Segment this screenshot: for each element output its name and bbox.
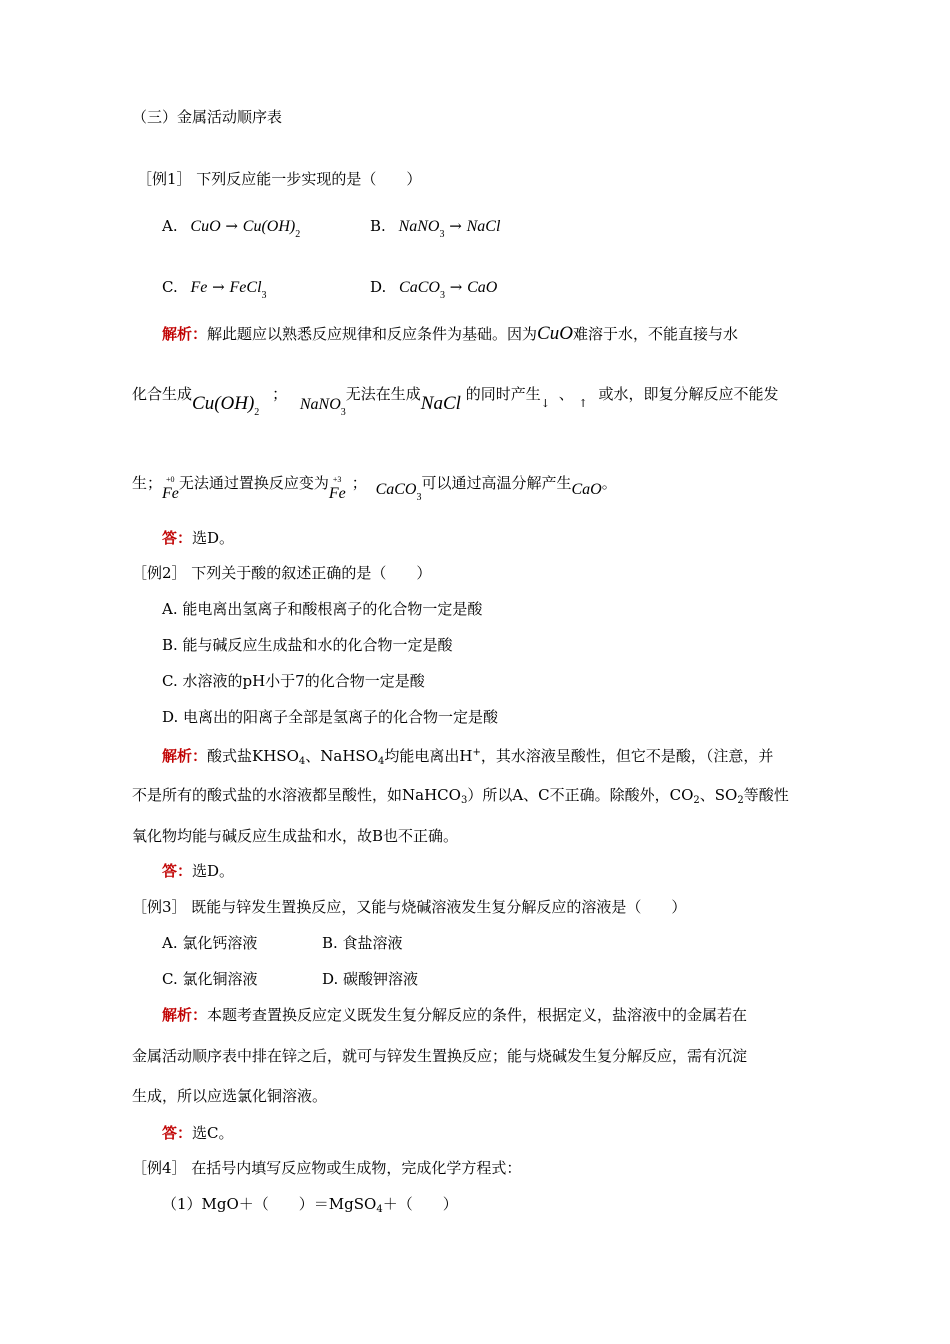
ex1-option-d: D. CaCO$_3$ → CaO	[370, 278, 498, 301]
section-title: （三）金属活动顺序表	[132, 108, 283, 126]
ex2-analysis-line1: 解析：酸式盐$KHSO_4$、NaHSO$_4$均能电离出H+，其水溶液呈酸性，但它不是酸，（注意，并	[162, 747, 774, 767]
ex3-option-d: D. 碳酸钾溶液	[322, 970, 419, 988]
analysis-label: 解析：	[162, 325, 208, 343]
ex4-question: ［例4］ 在括号内填写反应物或生成物，完成化学方程式：	[132, 1159, 522, 1177]
ex1-option-b: B. NaNO$_3$ → NaCl	[370, 217, 501, 240]
ex2-option-a: A. 能电离出氢离子和酸根离子的化合物一定是酸	[162, 600, 483, 618]
ex1-analysis-line1: 解析：解此题应以熟悉反应规律和反应条件为基础。因为CuO难溶于水，不能直接与水	[162, 323, 738, 344]
ex2-option-b: B. 能与碱反应生成盐和水的化合物一定是酸	[162, 636, 453, 654]
ex1-analysis-line2: 化合生成$Cu(OH)_2$ ； NaNO$_3$无法在生成NaCl 的同时产生$_↓$ 、 $_↑$ 或水，即复分解反应不能发	[132, 385, 779, 418]
ex3-option-c: C. 氯化铜溶液	[162, 970, 258, 988]
ex1-optA-from: CuO	[190, 218, 221, 235]
ex3-analysis-line2: 金属活动顺序表中排在锌之后，就可与锌发生置换反应；能与烧碱发生复分解反应，需有沉淀	[132, 1047, 748, 1065]
ex2-analysis-line3: 氧化物均能与碱反应生成盐和水，故B也不正确。	[132, 827, 459, 845]
ex2-option-d: D. 电离出的阳离子全部是氢离子的化合物一定是酸	[162, 708, 499, 726]
ex3-question: ［例3］ 既能与锌发生置换反应，又能与烧碱溶液发生复分解反应的溶液是（ ）	[132, 898, 687, 916]
precipitate-arrow-icon: ↓	[540, 397, 550, 410]
ex2-question: ［例2］ 下列关于酸的叙述正确的是（ ）	[132, 564, 432, 582]
ex2-analysis-line2: 不是所有的酸式盐的水溶液都呈酸性，如NaHCO$_3$）所以A、C不正确。除酸外，$CO_2$、$SO_2$等酸性	[132, 786, 789, 806]
ex2-option-c: C. 水溶液的pH小于7的化合物一定是酸	[162, 672, 425, 690]
ex1-question: ［例1］ 下列反应能一步实现的是（ ）	[137, 170, 422, 188]
ex2-answer: 答：选D。	[162, 862, 235, 880]
ex1-option-a: A. CuO → $Cu(OH)_2$	[162, 217, 301, 240]
ex3-option-b: B. 食盐溶液	[322, 934, 403, 952]
gas-arrow-icon: ↑	[578, 397, 588, 410]
ex3-answer: 答：选C。	[162, 1124, 234, 1142]
ex1-option-c: C. Fe → FeCl$_3$	[162, 278, 267, 301]
ex3-analysis-line3: 生成，所以应选氯化铜溶液。	[132, 1087, 328, 1105]
ex3-option-a: A. 氯化钙溶液	[162, 934, 258, 952]
ex1-analysis-line3: 生； +0 Fe无法通过置换反应变为 +3 Fe； CaCO$_3$可以通过高温分解产生CaO。	[132, 474, 617, 503]
ex1-answer: 答：选D。	[162, 529, 235, 547]
ex4-item-1: （1）MgO＋（ ）＝MgSO$_4$＋（ ）	[162, 1195, 458, 1215]
ex3-analysis-line1: 解析：本题考查置换反应定义既发生复分解反应的条件，根据定义，盐溶液中的金属若在	[162, 1006, 748, 1024]
ex1-optA-to: $Cu(OH)_2$	[242, 218, 301, 240]
